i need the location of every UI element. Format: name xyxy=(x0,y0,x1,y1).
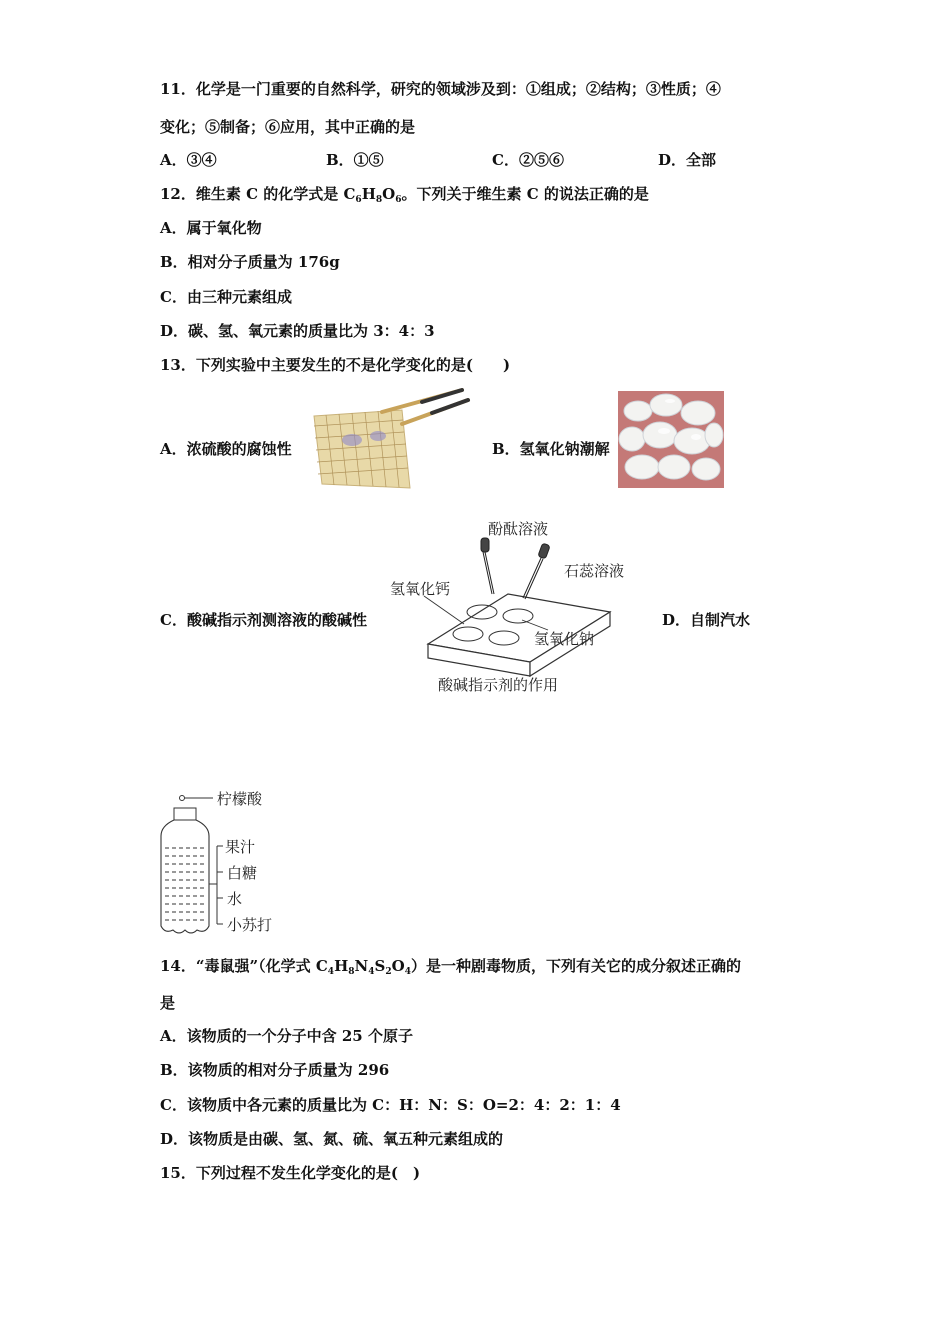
q11-stem-line1: 11．化学是一门重要的自然科学，研究的领域涉及到：①组成；②结构；③性质；④ xyxy=(160,80,721,98)
q12-option-a: A．属于氧化物 xyxy=(160,219,262,237)
sulfuric-acid-image xyxy=(312,384,472,490)
q11-option-c: C．②⑤⑥ xyxy=(492,151,564,169)
juice-label: 果汁 xyxy=(225,838,256,856)
baking-soda-label: 小苏打 xyxy=(227,916,273,934)
q14-stem-line2: 是 xyxy=(160,994,176,1012)
q11-option-b: B．①⑤ xyxy=(326,151,384,169)
q11-option-d: D．全部 xyxy=(658,151,717,169)
citric-acid-label: 柠檬酸 xyxy=(217,790,263,808)
q14-option-a: A．该物质的一个分子中含 25 个原子 xyxy=(160,1027,413,1045)
q14-option-c: C．该物质中各元素的质量比为 C：H：N：S：O=2：4：2：1：4 xyxy=(160,1096,621,1114)
q15-stem: 15．下列过程不发生化学变化的是( ) xyxy=(160,1164,421,1182)
phenolphthalein-label: 酚酞溶液 xyxy=(488,520,549,538)
q11-option-a: A．③④ xyxy=(160,151,217,169)
sodium-hydroxide-label: 氢氧化钠 xyxy=(534,630,595,648)
q14-option-b: B．该物质的相对分子质量为 296 xyxy=(160,1061,390,1079)
indicator-caption: 酸碱指示剂的作用 xyxy=(438,676,559,694)
q13-option-c: C．酸碱指示剂测溶液的酸碱性 xyxy=(160,611,367,629)
q12-option-c: C．由三种元素组成 xyxy=(160,288,292,306)
q12-option-d: D．碳、氢、氧元素的质量比为 3：4：3 xyxy=(160,322,435,340)
litmus-label: 石蕊溶液 xyxy=(564,562,625,580)
q13-option-d: D．自制汽水 xyxy=(662,611,751,629)
q13-option-b: B．氢氧化钠潮解 xyxy=(492,440,610,458)
q14-stem-line1: 14．“毒鼠强”（化学式 $C_4H_8N_4S_2O_4$）是一种剧毒物质，下列有关它的成分叙述正确的 xyxy=(160,957,741,977)
indicator-spot-plate-diagram xyxy=(380,512,640,698)
sugar-label: 白糖 xyxy=(227,864,258,882)
q13-option-a: A．浓硫酸的腐蚀性 xyxy=(160,440,292,458)
q11-stem-line2: 变化；⑤制备；⑥应用，其中正确的是 xyxy=(160,118,416,136)
q13-stem: 13．下列实验中主要发生的不是化学变化的是( ) xyxy=(160,356,511,374)
calcium-hydroxide-label: 氢氧化钙 xyxy=(390,580,451,598)
q14-option-d: D．该物质是由碳、氢、氮、硫、氧五种元素组成的 xyxy=(160,1130,504,1148)
water-label: 水 xyxy=(227,890,243,908)
sodium-hydroxide-image xyxy=(618,391,724,488)
q12-option-b: B．相对分子质量为 176g xyxy=(160,253,340,271)
q12-stem: 12．维生素 C 的化学式是 $C_6H_8O_6$。下列关于维生素 C 的说法正确的是 xyxy=(160,185,649,205)
soda-bottle-diagram xyxy=(155,786,295,942)
